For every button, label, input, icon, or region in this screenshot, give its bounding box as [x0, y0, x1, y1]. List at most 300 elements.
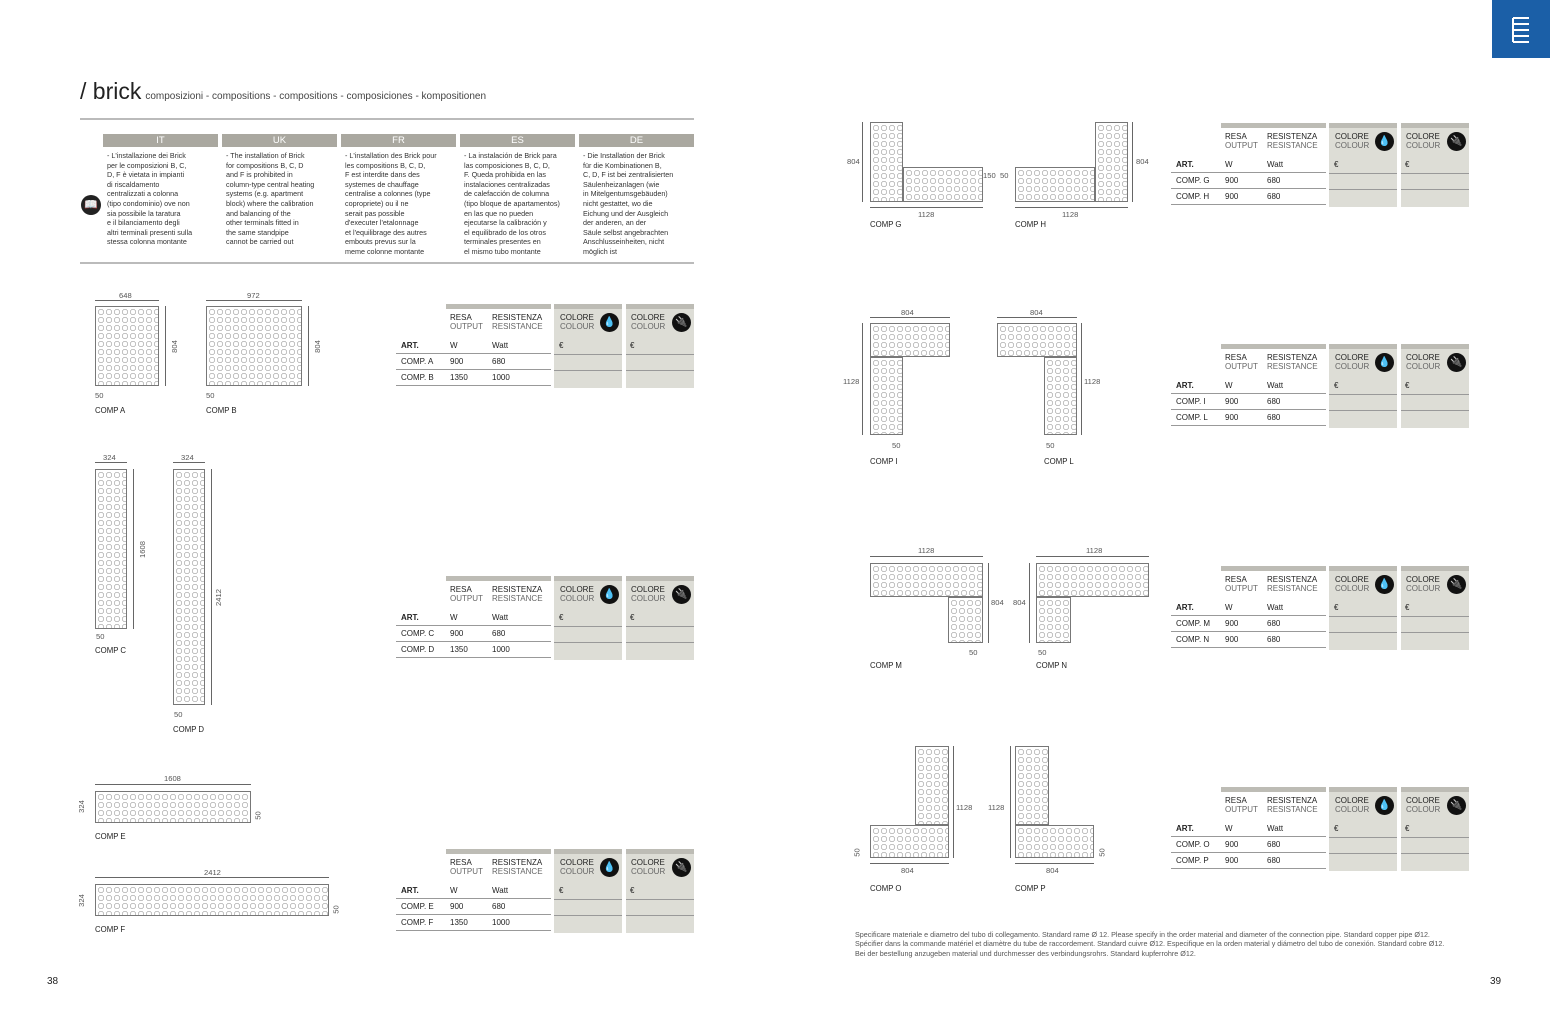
output-text: OUTPUT	[1225, 361, 1258, 371]
watt-label: Watt	[492, 886, 509, 895]
table-row-header	[396, 338, 551, 354]
page-number-left: 38	[47, 976, 59, 987]
radiator-comp-h-horizontal	[1015, 167, 1095, 202]
table-header-bar	[446, 304, 551, 309]
dim-d-width: 324	[181, 453, 194, 462]
radiator-comp-i-vertical	[870, 357, 903, 435]
colour-text: COLOUR	[1406, 583, 1441, 593]
colour-row-line	[1401, 837, 1469, 838]
resistance-text: RESISTANCE	[492, 866, 543, 876]
comp-f-label: COMP F	[95, 925, 126, 934]
spec-table-op	[1171, 787, 1469, 871]
art-value: COMP. G	[1176, 176, 1210, 185]
page-number-right: 39	[1490, 976, 1502, 987]
watt-value: 680	[1267, 176, 1281, 185]
colour-text: COLOUR	[631, 866, 666, 876]
resistance-text: RESISTANCE	[1267, 140, 1318, 150]
table-header-bar	[1221, 787, 1326, 792]
resa-text: RESA	[1225, 575, 1247, 584]
euro-sign: €	[1405, 603, 1410, 612]
table-header-bar	[446, 849, 551, 854]
radiator-comp-l-vertical	[1044, 357, 1077, 435]
colour-row-line	[554, 354, 622, 355]
colore-label	[1406, 133, 1440, 150]
lang-text-it: - L'installazione dei Brick per le composizioni B, C, D, F è vietata in impianti di riscaldamento centralizzati a colonna (tipo condominio) ove non sia possibile la taratura e il bilanciamento degli altri terminali presenti sulla stessa colonna montante	[107, 151, 193, 247]
colour-row-line	[1401, 632, 1469, 633]
watt-value: 680	[492, 629, 506, 638]
resistenza-text: RESISTENZA	[1267, 353, 1318, 362]
electric-plug-icon: 🔌	[672, 858, 691, 877]
colore-label	[1335, 797, 1369, 814]
dim-c-50: 50	[96, 632, 105, 641]
w-label: W	[450, 341, 458, 350]
dim-p-width: 804	[1046, 866, 1059, 875]
dim-a-50: 50	[95, 391, 104, 400]
comp-e-label: COMP E	[95, 832, 126, 841]
spec-table-ab	[396, 304, 694, 388]
dim-f-width: 2412	[204, 868, 221, 877]
table-row	[1171, 616, 1326, 632]
comp-l-label: COMP L	[1044, 457, 1074, 466]
resistenza-label	[492, 859, 543, 876]
lang-header-es: ES	[460, 134, 575, 147]
dim-line	[1036, 556, 1149, 557]
radiator-comp-h-vertical	[1095, 122, 1128, 202]
art-value: COMP. C	[401, 629, 435, 638]
colour-row-line	[1329, 616, 1397, 617]
comp-d-label: COMP D	[173, 725, 205, 734]
resistance-text: RESISTANCE	[492, 593, 543, 603]
radiator-comp-n-top	[1036, 563, 1149, 597]
resistenza-text: RESISTENZA	[1267, 132, 1318, 141]
table-row	[1171, 853, 1326, 869]
resistance-text: RESISTANCE	[492, 321, 543, 331]
dim-o-50: 50	[852, 848, 862, 857]
colour-row-line	[554, 899, 622, 900]
dim-g-height: 804	[847, 157, 860, 166]
dim-l-width: 804	[1030, 308, 1043, 317]
watt-value: 680	[1267, 856, 1281, 865]
colour-row-line	[1401, 189, 1469, 190]
colour-text: COLOUR	[1406, 804, 1441, 814]
table-header-bar	[1221, 344, 1326, 349]
dim-line	[1081, 323, 1082, 435]
table-row	[1171, 189, 1326, 205]
colour-row-line	[554, 626, 622, 627]
colour-row-line	[1329, 837, 1397, 838]
colore-text: COLORE	[631, 313, 665, 322]
dim-i-width: 804	[901, 308, 914, 317]
comp-i-label: COMP I	[870, 457, 898, 466]
dim-line	[173, 462, 205, 463]
radiator-comp-o-vertical	[915, 746, 949, 825]
watt-value: 680	[1267, 413, 1281, 422]
w-value: 1350	[450, 373, 468, 382]
colore-text: COLORE	[1335, 353, 1369, 362]
spec-table-ef	[396, 849, 694, 933]
radiator-comp-e	[95, 791, 251, 823]
w-label: W	[1225, 381, 1233, 390]
watt-value: 680	[492, 902, 506, 911]
dim-line	[870, 863, 949, 864]
colore-text: COLORE	[631, 585, 665, 594]
table-row-header	[1171, 378, 1326, 394]
dim-e-50: 50	[253, 811, 263, 820]
resa-label	[1225, 133, 1258, 150]
w-value: 900	[450, 357, 464, 366]
dim-n-50: 50	[1038, 648, 1047, 657]
table-row	[396, 354, 551, 370]
watt-value: 680	[1267, 840, 1281, 849]
colore-text: COLORE	[1335, 132, 1369, 141]
book-icon: 📖	[81, 195, 101, 215]
colour-text: COLOUR	[560, 593, 595, 603]
lang-text-es: - La instalación de Brick para las composiciones B, C, D, F. Queda prohibida en las instalaciones centralizadas de calefacción de columna (tipo bloque de apartamentos) en las que no pueden ejecutarse la calibración y el equilibrado de los otros terminales presentes en el mismo tubo montante	[464, 151, 560, 256]
water-drop-icon: 💧	[1375, 353, 1394, 372]
dim-g-150: 150	[983, 171, 996, 180]
dim-g-width: 1128	[918, 210, 935, 219]
table-row	[396, 626, 551, 642]
euro-sign: €	[559, 613, 564, 622]
dim-line	[862, 122, 863, 202]
resa-text: RESA	[1225, 796, 1247, 805]
colore-text: COLORE	[1406, 132, 1440, 141]
radiator-icon	[1492, 0, 1550, 58]
dim-c-height: 1608	[137, 541, 147, 558]
title-rule	[80, 118, 694, 120]
resistenza-text: RESISTENZA	[492, 858, 543, 867]
resistenza-text: RESISTENZA	[492, 585, 543, 594]
comp-h-label: COMP H	[1015, 220, 1047, 229]
footnote: Specificare materiale e diametro del tubo di collegamento. Standard rame Ø 12. Please specify in the order material and diameter of the connection pipe. Standard copper pipe Ø12. Spécifier dans la commande matériel et diamètre du tube de raccordement. Standard cuivre Ø12. Especifique en la orden material y diámetro del tubo de conexión. Standard cobre Ø12. Bei der bestellung anzugeben material und durchmesser des verbindungsrohrs. Standard kupferrohre Ø12.	[855, 930, 1445, 958]
radiator-comp-p-vertical	[1015, 746, 1049, 825]
dim-p-50: 50	[1097, 848, 1107, 857]
dim-m-50: 50	[969, 648, 978, 657]
dim-line	[862, 323, 863, 435]
colore-text: COLORE	[560, 858, 594, 867]
spec-table-il	[1171, 344, 1469, 428]
colour-row-line	[554, 642, 622, 643]
dim-a-width: 648	[119, 291, 132, 300]
spec-table-gh	[1171, 123, 1469, 207]
dim-line	[211, 469, 212, 705]
table-row	[1171, 410, 1326, 426]
comp-n-label: COMP N	[1036, 661, 1068, 670]
colour-text: COLOUR	[631, 321, 666, 331]
dim-h-width: 1128	[1062, 210, 1079, 219]
colore-text: COLORE	[1406, 353, 1440, 362]
water-drop-icon: 💧	[600, 858, 619, 877]
electric-plug-icon: 🔌	[1447, 132, 1466, 151]
euro-sign: €	[1405, 824, 1410, 833]
euro-sign: €	[1405, 381, 1410, 390]
watt-value: 680	[1267, 192, 1281, 201]
table-header-bar	[1221, 566, 1326, 571]
euro-sign: €	[1334, 160, 1339, 169]
art-label: ART.	[1176, 824, 1194, 833]
dim-line	[95, 877, 329, 878]
dim-line	[1010, 746, 1011, 858]
w-value: 900	[1225, 619, 1239, 628]
output-text: OUTPUT	[450, 866, 483, 876]
dim-line	[95, 300, 159, 301]
w-label: W	[1225, 603, 1233, 612]
lang-text-fr: - L'installation des Brick pour les compositions B, C, D, F est interdite dans des systemes de chauffage centralise a colonnes (type copropriete) ou il ne serait pas possible d'executer l'etalonnage et l'equilibrage des autres embouts prevus sur la meme colonne montante	[345, 151, 437, 256]
colour-row-line	[1329, 853, 1397, 854]
dim-line	[870, 207, 983, 208]
colour-row-line	[1329, 632, 1397, 633]
dim-b-width: 972	[247, 291, 260, 300]
w-value: 900	[1225, 635, 1239, 644]
radiator-comp-g-horizontal	[903, 167, 983, 202]
dim-e-width: 1608	[164, 774, 181, 783]
colour-text: COLOUR	[560, 866, 595, 876]
colour-text: COLOUR	[1335, 361, 1370, 371]
comp-g-label: COMP G	[870, 220, 902, 229]
colour-row-line	[1401, 853, 1469, 854]
comp-p-label: COMP P	[1015, 884, 1046, 893]
output-text: OUTPUT	[450, 593, 483, 603]
art-value: COMP. O	[1176, 840, 1210, 849]
art-value: COMP. H	[1176, 192, 1210, 201]
dim-n-width: 1128	[1086, 546, 1103, 555]
colour-row-line	[1401, 616, 1469, 617]
resistenza-text: RESISTENZA	[492, 313, 543, 322]
art-label: ART.	[1176, 603, 1194, 612]
watt-value: 1000	[492, 373, 510, 382]
electric-plug-icon: 🔌	[672, 585, 691, 604]
electric-plug-icon: 🔌	[1447, 796, 1466, 815]
table-header-bar	[1221, 123, 1326, 128]
dim-l-50: 50	[1046, 441, 1055, 450]
colour-row-line	[626, 370, 694, 371]
watt-value: 680	[1267, 619, 1281, 628]
dim-d-height: 2412	[213, 589, 223, 606]
dim-line	[206, 300, 302, 301]
dim-line	[1132, 122, 1133, 202]
dim-line	[988, 563, 989, 643]
resistenza-text: RESISTENZA	[1267, 796, 1318, 805]
w-value: 1350	[450, 918, 468, 927]
radiator-comp-b	[206, 306, 302, 386]
table-row	[1171, 394, 1326, 410]
resistenza-label	[1267, 576, 1318, 593]
dim-line	[133, 469, 134, 629]
colour-text: COLOUR	[1406, 140, 1441, 150]
resa-text: RESA	[450, 585, 472, 594]
resa-text: RESA	[1225, 132, 1247, 141]
resa-text: RESA	[1225, 353, 1247, 362]
colour-row-line	[1401, 173, 1469, 174]
watt-label: Watt	[1267, 824, 1284, 833]
colore-text: COLORE	[631, 858, 665, 867]
dim-h-50: 50	[1000, 171, 1009, 180]
w-value: 900	[1225, 840, 1239, 849]
dim-m-height: 804	[991, 598, 1004, 607]
radiator-comp-g-vertical	[870, 122, 903, 202]
resistenza-text: RESISTENZA	[1267, 575, 1318, 584]
radiator-comp-n-vertical	[1036, 597, 1071, 643]
water-drop-icon: 💧	[1375, 575, 1394, 594]
w-value: 900	[1225, 856, 1239, 865]
colour-row-line	[1401, 394, 1469, 395]
dim-e-height: 324	[76, 800, 86, 813]
comp-o-label: COMP O	[870, 884, 902, 893]
colour-row-line	[1329, 410, 1397, 411]
colour-row-line	[626, 915, 694, 916]
page-title	[80, 78, 486, 105]
art-label: ART.	[1176, 160, 1194, 169]
dim-line	[870, 556, 983, 557]
dim-f-50: 50	[331, 905, 341, 914]
art-value: COMP. N	[1176, 635, 1210, 644]
art-value: COMP. M	[1176, 619, 1211, 628]
radiator-comp-o-bottom	[870, 825, 949, 858]
watt-label: Watt	[492, 613, 509, 622]
watt-value: 680	[492, 357, 506, 366]
watt-value: 1000	[492, 918, 510, 927]
lang-rule	[80, 262, 694, 264]
radiator-comp-p-bottom	[1015, 825, 1094, 858]
output-text: OUTPUT	[1225, 140, 1258, 150]
radiator-comp-d	[173, 469, 205, 705]
colore-label	[631, 859, 665, 876]
table-row-header	[1171, 600, 1326, 616]
lang-text-de: - Die Installation der Brick für die Kombinationen B, C, D, F ist bei zentralisierten Säulenheizanlagen (wie in Mitelgentumsgebäuden) nicht gestattet, wo die Eichung und der Ausgleich der anderen, an der Säule selbst angebrachten Anschlusseinheiten, nicht möglich ist	[583, 151, 674, 256]
dim-c-width: 324	[103, 453, 116, 462]
dim-line	[95, 462, 127, 463]
output-text: OUTPUT	[450, 321, 483, 331]
dim-n-height: 804	[1013, 598, 1026, 607]
output-text: OUTPUT	[1225, 804, 1258, 814]
watt-value: 1000	[492, 645, 510, 654]
colour-text: COLOUR	[1335, 583, 1370, 593]
colore-label	[1406, 354, 1440, 371]
w-value: 900	[1225, 413, 1239, 422]
colore-text: COLORE	[560, 585, 594, 594]
euro-sign: €	[1405, 160, 1410, 169]
comp-c-label: COMP C	[95, 646, 127, 655]
art-value: COMP. A	[401, 357, 434, 366]
dim-line	[95, 784, 251, 785]
euro-sign: €	[1334, 824, 1339, 833]
dim-b-height: 804	[312, 340, 322, 353]
table-row	[1171, 173, 1326, 189]
dim-line	[1029, 563, 1030, 643]
w-value: 900	[1225, 397, 1239, 406]
colour-text: COLOUR	[1335, 804, 1370, 814]
colore-text: COLORE	[1335, 796, 1369, 805]
section-tab	[1492, 0, 1550, 58]
w-value: 900	[450, 902, 464, 911]
title-main: / brick	[80, 78, 142, 104]
dim-h-height: 804	[1136, 157, 1149, 166]
dim-p-height: 1128	[988, 803, 1005, 812]
resistenza-label	[1267, 354, 1318, 371]
lang-header-it: IT	[103, 134, 218, 147]
spec-table-cd	[396, 576, 694, 660]
colour-text: COLOUR	[560, 321, 595, 331]
table-row	[1171, 837, 1326, 853]
resistance-text: RESISTANCE	[1267, 583, 1318, 593]
lang-header-fr: FR	[341, 134, 456, 147]
art-label: ART.	[1176, 381, 1194, 390]
colour-row-line	[626, 899, 694, 900]
art-label: ART.	[401, 886, 419, 895]
w-value: 900	[1225, 176, 1239, 185]
resistenza-label	[492, 586, 543, 603]
colore-label	[631, 586, 665, 603]
water-drop-icon: 💧	[1375, 132, 1394, 151]
dim-m-width: 1128	[918, 546, 935, 555]
w-label: W	[450, 613, 458, 622]
euro-sign: €	[630, 613, 635, 622]
colore-label	[1406, 576, 1440, 593]
table-row-header	[1171, 157, 1326, 173]
art-value: COMP. P	[1176, 856, 1209, 865]
water-drop-icon: 💧	[1375, 796, 1394, 815]
comp-b-label: COMP B	[206, 406, 237, 415]
resistance-text: RESISTANCE	[1267, 361, 1318, 371]
radiator-comp-c	[95, 469, 127, 629]
watt-label: Watt	[1267, 160, 1284, 169]
euro-sign: €	[559, 886, 564, 895]
w-label: W	[1225, 160, 1233, 169]
dim-line	[870, 317, 950, 318]
art-value: COMP. B	[401, 373, 434, 382]
dim-line	[1015, 207, 1128, 208]
resa-label	[450, 859, 483, 876]
lang-header-uk: UK	[222, 134, 337, 147]
dim-line	[997, 317, 1077, 318]
dim-o-height: 1128	[956, 803, 973, 812]
colour-row-line	[554, 915, 622, 916]
electric-plug-icon: 🔌	[672, 313, 691, 332]
colore-text: COLORE	[1335, 575, 1369, 584]
colour-row-line	[554, 370, 622, 371]
colore-label	[560, 586, 594, 603]
art-value: COMP. F	[401, 918, 434, 927]
table-row	[396, 915, 551, 931]
w-label: W	[450, 886, 458, 895]
water-drop-icon: 💧	[600, 585, 619, 604]
electric-plug-icon: 🔌	[1447, 353, 1466, 372]
water-drop-icon: 💧	[600, 313, 619, 332]
table-row-header	[396, 883, 551, 899]
radiator-comp-i-top	[870, 323, 950, 357]
resistenza-label	[1267, 133, 1318, 150]
dim-line	[953, 746, 954, 858]
euro-sign: €	[630, 341, 635, 350]
watt-label: Watt	[1267, 381, 1284, 390]
dim-l-height: 1128	[1084, 377, 1101, 386]
resistenza-label	[492, 314, 543, 331]
colour-row-line	[1401, 410, 1469, 411]
table-row	[396, 899, 551, 915]
watt-value: 680	[1267, 635, 1281, 644]
radiator-comp-m-top	[870, 563, 983, 597]
dim-b-50: 50	[206, 391, 215, 400]
resa-text: RESA	[450, 313, 472, 322]
colore-label	[1335, 576, 1369, 593]
colore-label	[1335, 133, 1369, 150]
resa-label	[450, 586, 483, 603]
euro-sign: €	[1334, 381, 1339, 390]
radiator-comp-f	[95, 884, 329, 916]
comp-a-label: COMP A	[95, 406, 126, 415]
resa-label	[1225, 354, 1258, 371]
dim-o-width: 804	[901, 866, 914, 875]
